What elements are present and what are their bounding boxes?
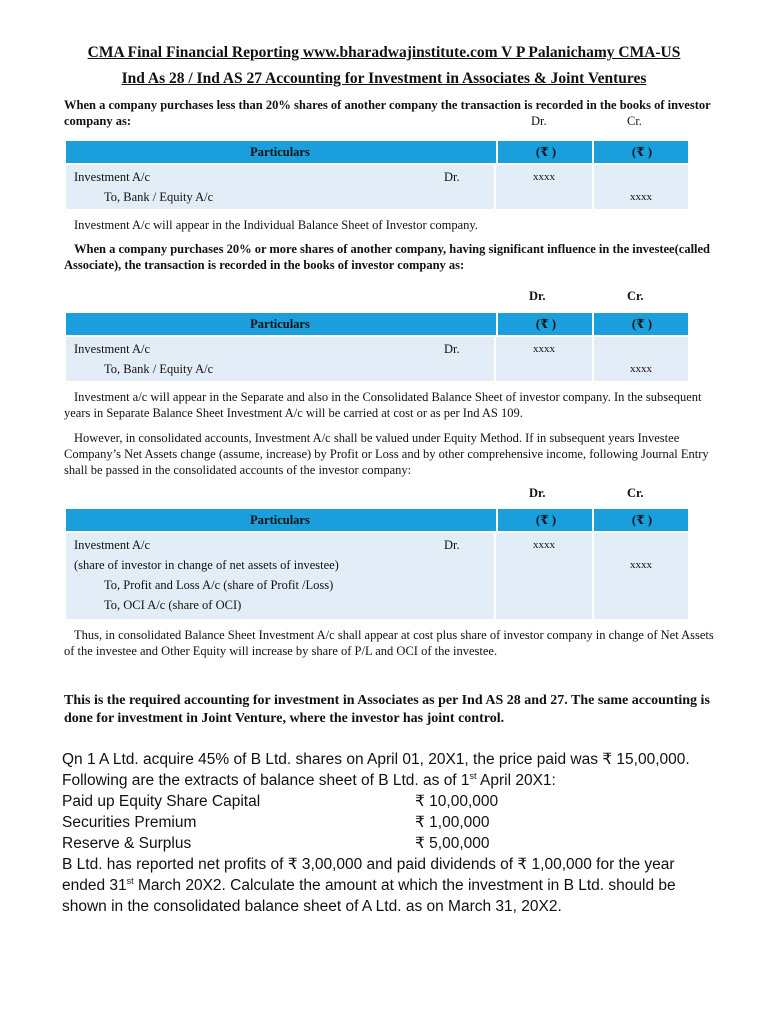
item-value-securities-premium: ₹ 1,00,000 <box>415 814 490 831</box>
question-line-8: shown in the consolidated balance sheet of A Ltd. as on March 31, 20X2. <box>62 898 562 915</box>
row-dr-amount: xxxx <box>533 171 555 183</box>
row-dr-mark: Dr. <box>444 342 460 356</box>
table-row <box>66 575 688 595</box>
section2-note-2: However, in consolidated accounts, Investment A/c shall be valued under Equity Method. If in subsequent years Investee Company’s Net Assets change (assume, increase) by Profit or Loss and by other comprehensive income, following Journal Entry shall be passed in the consolidated accounts of the investor company: <box>64 431 709 477</box>
journal-table-1 <box>66 141 688 209</box>
row-cr-amount: xxxx <box>630 363 652 375</box>
row-label: Investment A/c <box>74 170 151 184</box>
table-row <box>66 359 688 379</box>
row-label: To, Bank / Equity A/c <box>104 362 214 376</box>
row-label: To, Bank / Equity A/c <box>104 190 214 204</box>
table-row <box>66 535 688 555</box>
col-cr-amount: (₹ ) <box>592 313 690 335</box>
row-label: To, Profit and Loss A/c (share of Profit /Loss) <box>104 578 334 592</box>
item-label-reserve-surplus: Reserve & Surplus <box>62 835 192 852</box>
journal-table-3 <box>66 509 688 619</box>
row-label: To, OCI A/c (share of OCI) <box>104 598 242 612</box>
row-label: (share of investor in change of net assets of investee) <box>74 558 339 572</box>
section2-cr-label: Cr. <box>627 289 644 303</box>
row-dr-mark: Dr. <box>444 170 460 184</box>
question-line-2: Following are the extracts of balance sheet of B Ltd. as of 1st April 20X1: <box>62 770 556 789</box>
table-row <box>66 555 688 575</box>
row-label: Investment A/c <box>74 538 151 552</box>
table-header <box>66 313 688 335</box>
table-row <box>66 187 688 207</box>
section2-note-1: Investment a/c will appear in the Separate and also in the Consolidated Balance Sheet of investor company. In the subsequent years in Separate Balance Sheet Investment A/c will be carried at cost or as per Ind AS 109. <box>64 390 702 420</box>
item-value-equity-capital: ₹ 10,00,000 <box>415 793 499 810</box>
col-particulars: Particulars <box>250 513 310 527</box>
section3-dr-label: Dr. <box>529 486 546 500</box>
item-label-equity-capital: Paid up Equity Share Capital <box>62 793 261 810</box>
table-body <box>66 533 688 619</box>
col-dr-amount: (₹ ) <box>496 313 594 335</box>
question-line-7: ended 31st March 20X2. Calculate the amount at which the investment in B Ltd. should be <box>62 875 676 894</box>
table-body <box>66 337 688 381</box>
section1-cr-label: Cr. <box>627 114 642 128</box>
col-particulars: Particulars <box>250 317 310 331</box>
section1-note: Investment A/c will appear in the Individual Balance Sheet of Investor company. <box>74 218 478 232</box>
row-cr-amount: xxxx <box>630 191 652 203</box>
table-row <box>66 167 688 187</box>
row-label: Investment A/c <box>74 342 151 356</box>
table-row <box>66 339 688 359</box>
section1-intro: When a company purchases less than 20% shares of another company the transaction is recorded in the books of investor company as: <box>64 98 711 128</box>
section3-note: Thus, in consolidated Balance Sheet Investment A/c shall appear at cost plus share of investor company in change of Net Assets of the investee and Other Equity will increase by share of P/L and OCI of the investee. <box>64 628 714 658</box>
row-dr-mark: Dr. <box>444 538 460 552</box>
col-dr-amount: (₹ ) <box>496 141 594 163</box>
section2-intro: When a company purchases 20% or more shares of another company, having significant influence in the investee(called Associate), the transaction is recorded in the books of investor company as: <box>64 242 711 272</box>
col-cr-amount: (₹ ) <box>592 509 690 531</box>
section3-cr-label: Cr. <box>627 486 644 500</box>
summary-paragraph: This is the required accounting for investment in Associates as per Ind AS 28 and 27. The same accounting is done for investment in Joint Venture, where the investor has joint control. <box>64 693 710 726</box>
col-dr-amount: (₹ ) <box>496 509 594 531</box>
table-body <box>66 165 688 209</box>
table-row <box>66 595 688 615</box>
table-header <box>66 509 688 531</box>
row-dr-amount: xxxx <box>533 539 555 551</box>
section1-dr-label: Dr. <box>531 114 547 128</box>
item-value-reserve-surplus: ₹ 5,00,000 <box>415 835 490 852</box>
header-subtitle: Ind As 28 / Ind AS 27 Accounting for Investment in Associates & Joint Ventures <box>121 70 647 87</box>
item-label-securities-premium: Securities Premium <box>62 814 197 831</box>
question-line-1: Qn 1 A Ltd. acquire 45% of B Ltd. shares on April 01, 20X1, the price paid was ₹ 15,00,000. <box>62 751 690 768</box>
journal-table-2 <box>66 313 688 381</box>
row-dr-amount: xxxx <box>533 343 555 355</box>
col-particulars: Particulars <box>250 145 310 159</box>
col-cr-amount: (₹ ) <box>592 141 690 163</box>
section2-dr-label: Dr. <box>529 289 546 303</box>
table-header <box>66 141 688 163</box>
question-line-6: B Ltd. has reported net profits of ₹ 3,00,000 and paid dividends of ₹ 1,00,000 for the year <box>62 856 675 873</box>
header-title: CMA Final Financial Reporting www.bharadwajinstitute.com V P Palanichamy CMA-US <box>87 44 681 61</box>
row-cr-amount: xxxx <box>630 559 652 571</box>
